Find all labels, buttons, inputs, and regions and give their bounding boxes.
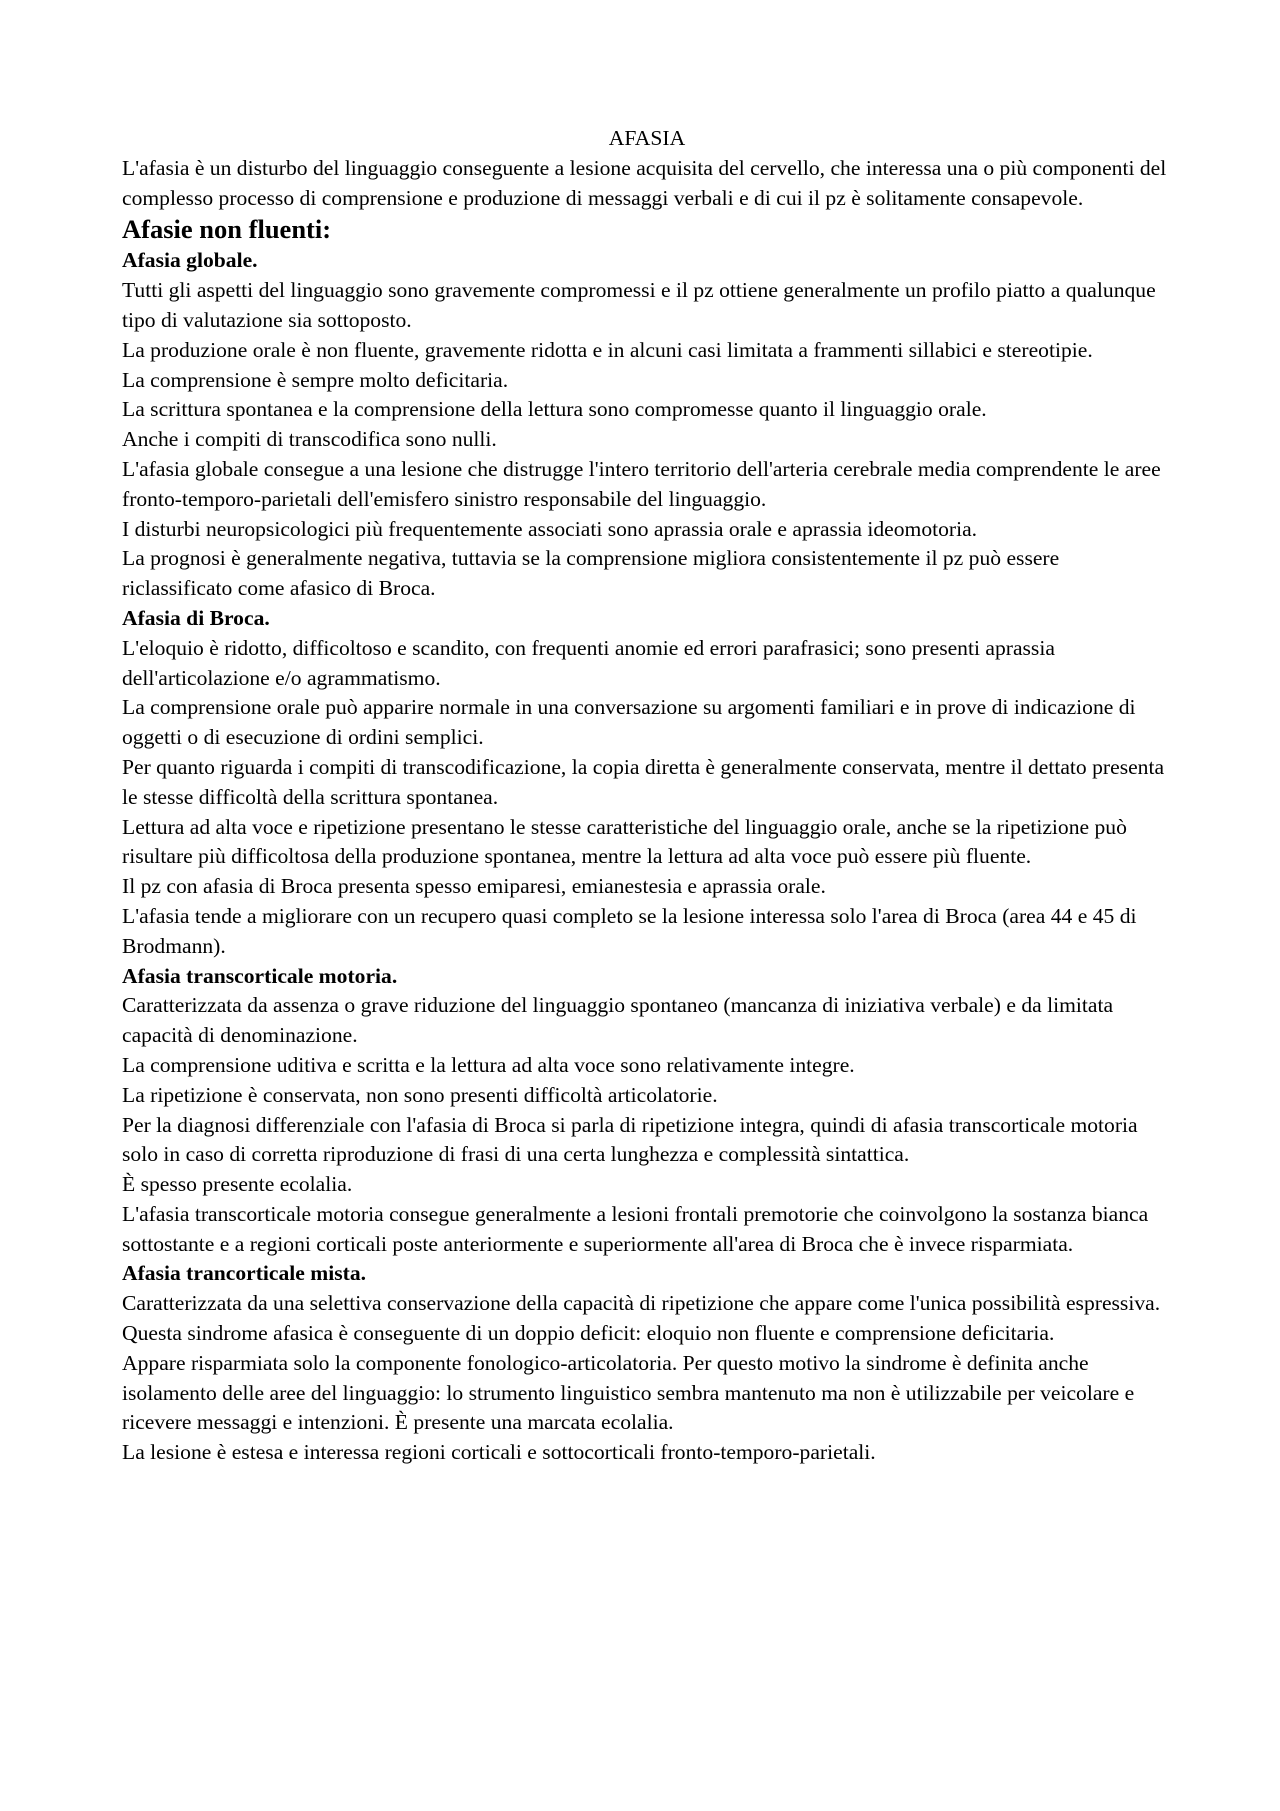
- paragraph: L'afasia globale consegue a una lesione che distrugge l'intero territorio dell'arteria cerebrale media comprendente le aree fronto-temporo-parietali dell'emisfero sinistro responsabile del linguaggio.: [122, 456, 1161, 511]
- paragraph: Appare risparmiata solo la componente fonologico-articolatoria. Per questo motivo la sindrome è definita anche isolamento delle aree del linguaggio: lo strumento linguistico sembra mantenuto ma non è utilizzabile per veicolare e ricevere messaggi e intenzioni. È presente una marcata ecolalia.: [122, 1350, 1135, 1435]
- subsection-afasia-transcorticale-motoria: [122, 962, 1172, 1260]
- subsection-afasia-globale: [122, 246, 1172, 604]
- section-title: Afasie non fluenti:: [122, 214, 332, 245]
- subsection-afasia-trancorticale-mista: [122, 1259, 1172, 1468]
- subsection-title: Afasia trancorticale mista.: [122, 1261, 367, 1286]
- paragraph: Anche i compiti di transcodifica sono nulli.: [122, 427, 497, 452]
- paragraph: La ripetizione è conservata, non sono presenti difficoltà articolatorie.: [122, 1082, 718, 1107]
- paragraph: L'afasia tende a migliorare con un recupero quasi completo se la lesione interessa solo l'area di Broca (area 44 e 45 di Brodmann).: [122, 903, 1137, 958]
- paragraph: Questa sindrome afasica è conseguente di un doppio deficit: eloquio non fluente e comprensione deficitaria.: [122, 1321, 1055, 1346]
- paragraph: La comprensione è sempre molto deficitaria.: [122, 367, 509, 392]
- paragraph: La comprensione orale può apparire normale in una conversazione su argomenti familiari e in prove di indicazione di oggetti o di esecuzione di ordini semplici.: [122, 695, 1136, 750]
- intro-paragraph: L'afasia è un disturbo del linguaggio conseguente a lesione acquisita del cervello, che interessa una o più componenti del complesso processo di comprensione e produzione di messaggi verbali e di cui il pz è solitamente consapevole.: [122, 155, 1167, 210]
- paragraph: La prognosi è generalmente negativa, tuttavia se la comprensione migliora consistentemente il pz può essere riclassificato come afasico di Broca.: [122, 546, 1060, 601]
- paragraph: Lettura ad alta voce e ripetizione presentano le stesse caratteristiche del linguaggio orale, anche se la ripetizione può risultare più difficoltosa della produzione spontanea, mentre la lettura ad alta voce può essere più fluente.: [122, 814, 1127, 869]
- paragraph: L'afasia transcorticale motoria consegue generalmente a lesioni frontali premotorie che coinvolgono la sostanza bianca sottostante e a regioni corticali poste anteriormente e superiormente all'area di Broca che è invece risparmiata.: [122, 1201, 1149, 1256]
- subsection-title: Afasia globale.: [122, 248, 258, 273]
- paragraph: Caratterizzata da assenza o grave riduzione del linguaggio spontaneo (mancanza di iniziativa verbale) e da limitata capacità di denominazione.: [122, 993, 1114, 1048]
- document-page: [122, 124, 1172, 1468]
- paragraph: La lesione è estesa e interessa regioni corticali e sottocorticali fronto-temporo-parietali.: [122, 1440, 876, 1465]
- paragraph: La scrittura spontanea e la comprensione della lettura sono compromesse quanto il linguaggio orale.: [122, 397, 987, 422]
- paragraph: I disturbi neuropsicologici più frequentemente associati sono aprassia orale e aprassia ideomotoria.: [122, 516, 978, 541]
- document-title: AFASIA: [608, 126, 686, 150]
- paragraph: Tutti gli aspetti del linguaggio sono gravemente compromessi e il pz ottiene generalmente un profilo piatto a qualunque tipo di valutazione sia sottoposto.: [122, 278, 1156, 332]
- paragraph: È spesso presente ecolalia.: [122, 1172, 353, 1197]
- paragraph: Per quanto riguarda i compiti di transcodificazione, la copia diretta è generalmente conservata, mentre il dettato presenta le stesse difficoltà della scrittura spontanea.: [122, 754, 1165, 809]
- paragraph: La comprensione uditiva e scritta e la lettura ad alta voce sono relativamente integre.: [122, 1052, 855, 1077]
- paragraph: Il pz con afasia di Broca presenta spesso emiparesi, emianestesia e aprassia orale.: [122, 874, 826, 899]
- paragraph: La produzione orale è non fluente, gravemente ridotta e in alcuni casi limitata a frammenti sillabici e stereotipie.: [122, 337, 1093, 362]
- paragraph: Caratterizzata da una selettiva conservazione della capacità di ripetizione che appare come l'unica possibilità espressiva.: [122, 1291, 1161, 1316]
- subsection-title: Afasia transcorticale motoria.: [122, 963, 398, 988]
- subsection-title: Afasia di Broca.: [122, 605, 270, 630]
- subsection-afasia-di-broca: [122, 604, 1172, 962]
- paragraph: L'eloquio è ridotto, difficoltoso e scandito, con frequenti anomie ed errori parafrasici; sono presenti aprassia dell'articolazione e/o agrammatismo.: [122, 635, 1055, 690]
- paragraph: Per la diagnosi differenziale con l'afasia di Broca si parla di ripetizione integra, quindi di afasia transcorticale motoria solo in caso di corretta riproduzione di frasi di una certa lunghezza e complessità sintattica.: [122, 1112, 1138, 1167]
